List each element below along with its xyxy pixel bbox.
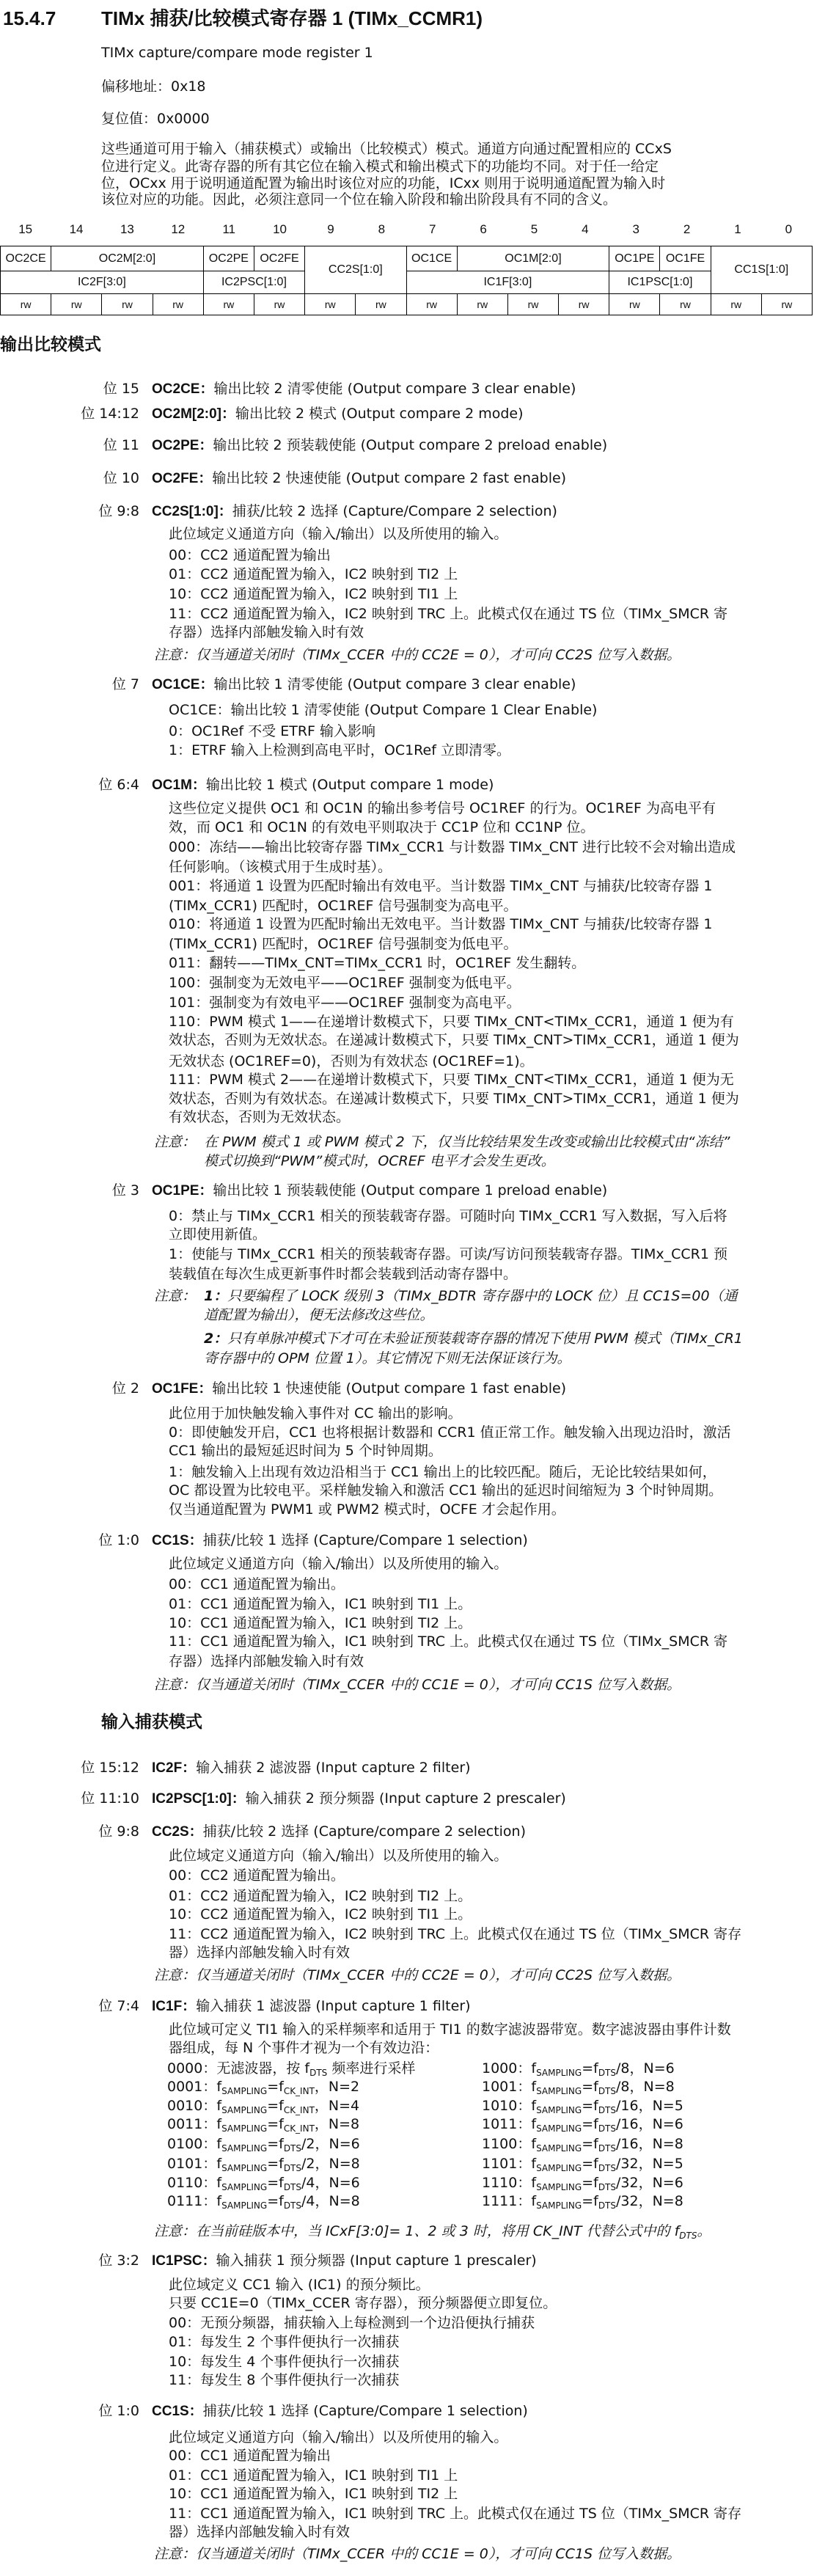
field-oc1fe: OC1FE (660, 246, 711, 271)
bit-field-cc1s (152, 2402, 528, 2421)
filter-option-0100: 0100：$f_{SAMPLING}=f_{DTS}/2$，N=6 (167, 2136, 360, 2154)
field-desc: 输出比较 1 模式 (Output compare 1 mode) (205, 777, 494, 793)
desc-line: 0：即使触发开启，CC1 也将根据计数器和 CCR1 值正常工作。触发输入出现边沿时，激活 (169, 1424, 731, 1441)
access-cell: rw (457, 294, 507, 315)
bit-field-ic1f (152, 1997, 471, 2016)
filter-option-0000: 0000：无滤波器，按 $f_{DTS}$ 频率进行采样 (167, 2060, 416, 2078)
field-desc: 输出比较 2 快速使能 (Output compare 2 fast enable) (212, 470, 567, 486)
field-name: IC2PSC[1:0]： (152, 1791, 246, 1807)
field-name: OC1M： (152, 777, 206, 793)
access-cell: rw (254, 294, 304, 315)
filter-option-0011: 0011：$f_{SAMPLING}=f_{CK\_INT}$，N=8 (167, 2116, 360, 2134)
desc-line: 10：CC2 通道配置为输入，IC2 映射到 TI1 上。 (169, 1906, 472, 1922)
field-desc: 输出比较 2 清零使能 (Output compare 3 clear enable) (213, 381, 576, 397)
note-line: 模式切换到“PWM”模式时，OCREF 电平才会发生更改。 (204, 1153, 555, 1169)
filter-option-0111: 0111：$f_{SAMPLING}=f_{DTS}/4$，N=8 (167, 2193, 360, 2211)
field-name: OC1FE： (152, 1381, 213, 1397)
field-desc: 输出比较 1 预装载使能 (Output compare 1 preload enable) (213, 1182, 608, 1199)
bit-number: 11 (222, 222, 236, 236)
field-name: OC2FE： (152, 471, 213, 486)
bit-position: 位 11 (103, 437, 139, 453)
intro-line: 该位对应的功能。因此，必须注意同一个位在输入阶段和输出阶段具有不同的含义。 (101, 191, 617, 208)
desc-line: CC1 输出的最短延迟时间为 5 个时钟周期。 (169, 1443, 442, 1459)
access-cell: rw (507, 294, 558, 315)
note-number: 2： (204, 1331, 228, 1347)
bit-field-oc1fe (152, 1380, 566, 1398)
bit-number: 1 (734, 222, 741, 236)
desc-line: 10：CC2 通道配置为输入，IC2 映射到 TI1 上 (169, 586, 458, 602)
bit-field-cc2s (152, 502, 557, 521)
bit-field-oc1pe (152, 1182, 607, 1200)
filter-option-1100: 1100：$f_{SAMPLING}=f_{DTS}/16$，N=8 (482, 2136, 683, 2154)
bit-number: 7 (428, 222, 436, 236)
access-cell: rw (559, 294, 609, 315)
desc-line: 此位域定义 CC1 输入 (IC1) 的预分频比。 (169, 2277, 430, 2293)
field-desc: 输入捕获 1 预分频器 (Input capture 1 prescaler) (216, 2253, 537, 2269)
filter-option-1000: 1000：$f_{SAMPLING}=f_{DTS}/8$，N=6 (482, 2060, 675, 2078)
desc-line: (TIMx_CCR1) 匹配时，OC1REF 信号强制变为低电平。 (169, 936, 518, 952)
desc-line: 装载值在每次生成更新事件时都会装载到活动寄存器中。 (169, 1266, 518, 1282)
bit-field-ic2psc (152, 1790, 566, 1808)
intro-line: 位进行定义。此寄存器的所有其它位在输入模式和输出模式下的功能均不同。对于任一给定 (101, 158, 659, 175)
bit-position: 位 3:2 (98, 2253, 139, 2269)
desc-line: 立即使用新值。 (169, 1226, 267, 1243)
desc-line: 效状态，否则为无效状态。在递减计数模式下，只要 TIMx_CNT>TIMx_CCR1，通道 1 便为 (169, 1032, 739, 1048)
note-label: 注意： (154, 1134, 197, 1150)
desc-line: 此位域可定义 TI1 输入的采样频率和适用于 TI1 的数字滤波器带宽。数字滤波器由事件计数 (169, 2021, 731, 2038)
desc-line: 此位域定义通道方向（输入/输出）以及所使用的输入。 (169, 2429, 508, 2445)
offset-address: 偏移地址：0x18 (101, 78, 206, 95)
filter-option-1110: 1110：$f_{SAMPLING}=f_{DTS}/32$，N=6 (482, 2175, 683, 2192)
filter-option-1001: 1001：$f_{SAMPLING}=f_{DTS}/8$，N=8 (482, 2079, 675, 2096)
desc-line: 这些位定义提供 OC1 和 OC1N 的输出参考信号 OC1REF 的行为。OC1REF 为高电平有 (169, 800, 716, 816)
bit-number: 15 (18, 222, 33, 236)
desc-line: 001：将通道 1 设置为匹配时输出有效电平。当计数器 TIMx_CNT 与捕获/比较寄存器 1 (169, 878, 713, 894)
desc-line: 00：CC1 通道配置为输出 (169, 2448, 331, 2464)
field-name: IC1F： (152, 1999, 197, 2014)
desc-line: 器）选择内部触发输入时有效 (169, 1944, 351, 1961)
bit-position: 位 9:8 (98, 503, 139, 519)
bit-number: 10 (273, 222, 287, 236)
desc-line: 11：CC2 通道配置为输入，IC2 映射到 TRC 上。此模式仅在通过 TS 位（TIMx_SMCR 寄 (169, 606, 728, 622)
intro-line: 位，OCxx 用于说明通道配置为输出时该位对应的功能，ICxx 则用于说明通道配置为输入时 (101, 175, 666, 191)
field-name: CC1S： (152, 1533, 203, 1548)
desc-line: 11：CC2 通道配置为输入，IC2 映射到 TRC 上。此模式仅在通过 TS 位（TIMx_SMCR 寄存 (169, 1926, 742, 1942)
bit-field-oc2fe (152, 469, 566, 488)
desc-line: 01：CC1 通道配置为输入，IC1 映射到 TI1 上。 (169, 1596, 472, 1612)
desc-line: 效，而 OC1 和 OC1N 的有效电平则取决于 CC1P 位和 CC1NP 位。 (169, 819, 595, 835)
field-oc2pe: OC2PE (203, 246, 254, 271)
field-ic1psc: IC1PSC[1:0] (609, 271, 711, 294)
desc-line: 01：CC1 通道配置为输入，IC1 映射到 TI1 上 (169, 2467, 458, 2484)
bit-position: 位 11:10 (81, 1790, 139, 1807)
bit-position: 位 7 (111, 676, 139, 692)
access-cell: rw (660, 294, 711, 315)
field-oc2m: OC2M[2:0] (51, 246, 204, 271)
desc-line: 11：CC1 通道配置为输入，IC1 映射到 TRC 上。此模式仅在通过 TS 位（TIMx_SMCR 寄 (169, 1633, 728, 1650)
field-desc: 输出比较 1 快速使能 (Output compare 1 fast enable) (212, 1380, 567, 1397)
filter-option-0101: 0101：$f_{SAMPLING}=f_{DTS}/2$，N=8 (167, 2156, 360, 2173)
bit-field-ic2f (152, 1759, 471, 1777)
bit-number-row (0, 221, 814, 238)
field-cc1s: CC1S[1:0] (711, 246, 812, 294)
filter-option-0001: 0001：$f_{SAMPLING}=f_{CK\_INT}$，N=2 (167, 2079, 360, 2096)
access-cell: rw (761, 294, 812, 315)
bit-position: 位 15 (103, 381, 139, 397)
field-ic2f: IC2F[3:0] (1, 271, 204, 294)
bit-field-oc2pe (152, 436, 607, 455)
bit-number: 8 (378, 222, 386, 236)
desc-line: 111：PWM 模式 2——在递增计数模式下，只要 TIMx_CNT<TIMx_CCR1，通道 1 便为无 (169, 1072, 734, 1088)
desc-line: 此位域定义通道方向（输入/输出）以及所使用的输入。 (169, 1556, 508, 1572)
desc-line: 00：CC2 通道配置为输出。 (169, 1867, 345, 1884)
desc-line: 100：强制变为无效电平——OC1REF 强制变为低电平。 (169, 975, 521, 991)
desc-line: 存器）选择内部触发输入时有效 (169, 1653, 364, 1669)
desc-line: 01：每发生 2 个事件便执行一次捕获 (169, 2334, 400, 2350)
note: 注意：仅当通道关闭时（TIMx_CCER 中的 CC2E = 0），才可向 CC2S 位写入数据。 (154, 647, 681, 663)
bit-position: 位 3 (111, 1182, 139, 1199)
bit-field-oc2m (152, 405, 524, 423)
desc-line: 此位用于加快触发输入事件对 CC 输出的影响。 (169, 1405, 462, 1421)
desc-line: 无效状态 (OC1REF=0)，否则为有效状态 (OC1REF=1)。 (169, 1053, 534, 1069)
field-name: OC2CE： (152, 381, 214, 397)
field-oc1ce: OC1CE (406, 246, 457, 271)
bit-field-oc1m (152, 776, 494, 794)
note-line (204, 1330, 743, 1347)
section-heading-input-capture: 输入捕获模式 (101, 1713, 202, 1732)
input-field-row (1, 271, 813, 294)
bit-number: 13 (120, 222, 134, 236)
bit-number: 5 (530, 222, 538, 236)
field-desc: 捕获/比较 2 选择 (Capture/compare 2 selection) (202, 1823, 526, 1840)
access-cell: rw (153, 294, 203, 315)
bit-number: 6 (480, 222, 487, 236)
bit-number: 2 (683, 222, 691, 236)
desc-line: 11：每发生 8 个事件便执行一次捕获 (169, 2372, 400, 2388)
bit-number: 3 (632, 222, 639, 236)
access-row (1, 294, 813, 315)
output-field-row (1, 246, 813, 271)
bit-position: 位 14:12 (81, 406, 139, 422)
bit-field-ic1psc (152, 2252, 537, 2270)
intro-line: 这些通道可用于输入（捕获模式）或输出（比较模式）模式。通道方向通过配置相应的 CCxS (101, 141, 672, 157)
note-line (204, 1287, 738, 1305)
field-name: OC2M[2:0]： (152, 406, 236, 422)
bit-field-oc2ce (152, 380, 576, 398)
desc-line: 10：CC1 通道配置为输入，IC1 映射到 TI2 上 (169, 2486, 458, 2502)
bit-position: 位 1:0 (98, 1532, 139, 1548)
desc-line: 1：使能与 TIMx_CCR1 相关的预装载寄存器。可读/写访问预装载寄存器。TIMx_CCR1 预 (169, 1246, 727, 1262)
note-number: 1： (204, 1288, 228, 1304)
field-desc: 输出比较 2 模式 (Output compare 2 mode) (235, 406, 524, 422)
register-subtitle: TIMx capture/compare mode register 1 (101, 45, 373, 61)
bit-number: 4 (582, 222, 589, 236)
field-oc2fe: OC2FE (254, 246, 304, 271)
bit-position: 位 2 (111, 1380, 139, 1397)
access-cell: rw (406, 294, 457, 315)
filter-option-0010: 0010：$f_{SAMPLING}=f_{CK\_INT}$，N=4 (167, 2098, 360, 2115)
filter-option-1010: 1010：$f_{SAMPLING}=f_{DTS}/16$，N=5 (482, 2098, 683, 2115)
desc-line: 10：每发生 4 个事件便执行一次捕获 (169, 2354, 400, 2370)
note: 注意：仅当通道关闭时（TIMx_CCER 中的 CC1E = 0），才可向 CC1S 位写入数据。 (154, 1677, 681, 1693)
desc-line: 器组成，每 N 个事件才视为一个有效边沿： (169, 2040, 439, 2056)
note-text: 只有单脉冲模式下才可在未验证预装载寄存器的情况下使用 PWM 模式（TIMx_CR1 (227, 1331, 743, 1347)
section-number: 15.4.7 (3, 7, 56, 29)
desc-line: 010：将通道 1 设置为匹配时输出无效电平。当计数器 TIMx_CNT 与捕获/比较寄存器 1 (169, 916, 713, 932)
desc-line: 只要 CC1E=0（TIMx_CCER 寄存器），预分频器便立即复位。 (169, 2295, 557, 2311)
note: 注意：仅当通道关闭时（TIMx_CCER 中的 CC2E = 0），才可向 CC2S 位写入数据。 (154, 1967, 681, 1983)
bit-number: 9 (327, 222, 334, 236)
bit-number: 0 (785, 222, 793, 236)
bit-position: 位 9:8 (98, 1823, 139, 1840)
access-cell: rw (305, 294, 356, 315)
desc-line: 10：CC1 通道配置为输入，IC1 映射到 TI2 上。 (169, 1615, 472, 1631)
desc-line: 01：CC2 通道配置为输入，IC2 映射到 TI2 上 (169, 566, 458, 582)
bit-field-cc2s (152, 1823, 526, 1841)
field-oc1m: OC1M[2:0] (457, 246, 609, 271)
field-name: OC2PE： (152, 438, 213, 453)
field-name: IC2F： (152, 1760, 197, 1776)
field-desc: 捕获/比较 1 选择 (Capture/Compare 1 selection) (202, 2403, 528, 2419)
field-oc1pe: OC1PE (609, 246, 660, 271)
bit-number: 14 (69, 222, 84, 236)
desc-line: 0：禁止与 TIMx_CCR1 相关的预装载寄存器。可随时向 TIMx_CCR1 写入数据，写入后将 (169, 1208, 727, 1224)
filter-option-1011: 1011：$f_{SAMPLING}=f_{DTS}/16$，N=6 (482, 2116, 683, 2134)
desc-line: 仅当通道配置为 PWM1 或 PWM2 模式时，OCFE 才会起作用。 (169, 1501, 565, 1518)
field-name: OC1PE： (152, 1183, 213, 1199)
field-desc: 输出比较 2 预装载使能 (Output compare 2 preload enable) (213, 437, 608, 453)
access-cell: rw (102, 294, 153, 315)
note-label: 注意： (154, 1288, 197, 1304)
reset-value: 复位值：0x0000 (101, 111, 210, 127)
filter-option-1101: 1101：$f_{SAMPLING}=f_{DTS}/32$，N=5 (482, 2156, 683, 2173)
bit-position: 位 6:4 (98, 777, 139, 793)
note-line: 寄存器中的 OPM 位置 1）。其它情况下则无法保证该行为。 (204, 1350, 571, 1366)
field-oc2ce: OC2CE (1, 246, 51, 271)
field-name: CC1S： (152, 2404, 203, 2419)
desc-line: 110：PWM 模式 1——在递增计数模式下，只要 TIMx_CNT<TIMx_CCR1，通道 1 便为有 (169, 1014, 734, 1030)
desc-line: 效状态，否则为有效状态。在递减计数模式下，只要 TIMx_CNT>TIMx_CCR1，通道 1 便为 (169, 1091, 739, 1107)
field-name: OC1CE： (152, 677, 214, 692)
bit-position: 位 10 (103, 470, 139, 486)
desc-line: 11：CC1 通道配置为输入，IC1 映射到 TRC 上。此模式仅在通过 TS 位（TIMx_SMCR 寄存 (169, 2506, 742, 2522)
access-cell: rw (609, 294, 660, 315)
desc-line: 有效状态，否则为无效状态。 (169, 1109, 351, 1125)
desc-line: 00：无预分频器，捕获输入上每检测到一个边沿便执行捕获 (169, 2315, 535, 2331)
filter-option-0110: 0110：$f_{SAMPLING}=f_{DTS}/4$，N=6 (167, 2175, 360, 2192)
field-ic1f: IC1F[3:0] (406, 271, 609, 294)
desc-line: 000：冻结——输出比较寄存器 TIMx_CCR1 与计数器 TIMx_CNT 进行比较不会对输出造成 (169, 839, 736, 855)
field-desc: 输入捕获 1 滤波器 (Input capture 1 filter) (196, 1998, 471, 2014)
field-desc: 输入捕获 2 预分频器 (Input capture 2 prescaler) (245, 1790, 566, 1807)
access-cell: rw (51, 294, 102, 315)
desc-line: 此位域定义通道方向（输入/输出）以及所使用的输入。 (169, 526, 508, 542)
bit-number: 12 (171, 222, 186, 236)
desc-line: 01：CC2 通道配置为输入，IC2 映射到 TI2 上。 (169, 1888, 472, 1904)
page-title: TIMx 捕获/比较模式寄存器 1 (TIMx_CCMR1) (101, 7, 483, 29)
field-desc: 捕获/比较 2 选择 (Capture/Compare 2 selection) (232, 503, 557, 519)
field-cc2s: CC2S[1:0] (305, 246, 406, 294)
bit-position: 位 15:12 (81, 1760, 139, 1776)
desc-line: 存器）选择内部触发输入时有效 (169, 624, 364, 640)
bit-field-oc1ce (152, 676, 576, 694)
field-desc: 输出比较 1 清零使能 (Output compare 3 clear enable) (213, 676, 576, 692)
desc-line: 此位域定义通道方向（输入/输出）以及所使用的输入。 (169, 1848, 508, 1864)
access-cell: rw (1, 294, 51, 315)
desc-line: (TIMx_CCR1) 匹配时，OC1REF 信号强制变为高电平。 (169, 898, 518, 914)
desc-line: OC 都设置为比较电平。采样触发输入和激活 CC1 输出的延迟时间缩短为 3 个时钟周期。 (169, 1482, 723, 1499)
field-desc: 捕获/比较 1 选择 (Capture/Compare 1 selection) (202, 1532, 528, 1548)
desc-line: 1：ETRF 输入上检测到高电平时，OC1Ref 立即清零。 (169, 742, 510, 758)
access-cell: rw (203, 294, 254, 315)
field-desc: 输入捕获 2 滤波器 (Input capture 2 filter) (196, 1760, 471, 1776)
desc-line: 101：强制变为有效电平——OC1REF 强制变为高电平。 (169, 995, 521, 1011)
section-heading-output-compare: 输出比较模式 (0, 335, 101, 354)
desc-line: OC1CE：输出比较 1 清零使能 (Output Compare 1 Clear Enable) (169, 702, 598, 718)
access-cell: rw (711, 294, 761, 315)
bit-field-cc1s (152, 1532, 528, 1550)
filter-option-1111: 1111：$f_{SAMPLING}=f_{DTS}/32$，N=8 (482, 2193, 683, 2211)
note-line: 道配置为输出），便无法修改这些位。 (204, 1307, 434, 1323)
desc-line: 1：触发输入上出现有效边沿相当于 CC1 输出上的比较匹配。随后，无论比较结果如何， (169, 1464, 716, 1480)
desc-line: 任何影响。（该模式用于生成时基）。 (169, 859, 392, 875)
field-name: CC2S[1:0]： (152, 504, 232, 519)
desc-line: 00：CC2 通道配置为输出 (169, 547, 331, 563)
bit-position: 位 1:0 (98, 2403, 139, 2419)
note-text: 只要编程了 LOCK 级别 3（TIMx_BDTR 寄存器中的 LOCK 位）且 CC1S=00（通 (227, 1288, 738, 1304)
desc-line: 器）选择内部触发输入时有效 (169, 2524, 351, 2540)
field-name: IC1PSC： (152, 2253, 216, 2269)
note: 注意：仅当通道关闭时（TIMx_CCER 中的 CC1E = 0），才可向 CC1S 位写入数据。 (154, 2546, 681, 2562)
bit-position: 位 7:4 (98, 1998, 139, 2014)
desc-line: 0：OC1Ref 不受 ETRF 输入影响 (169, 723, 375, 739)
note: 注意：在当前硅版本中，当 ICxF[3:0]= 1、2 或 3 时，将用 CK_INT 代替公式中的 $f_{DTS}$。 (154, 2223, 711, 2241)
field-ic2psc: IC2PSC[1:0] (203, 271, 304, 294)
desc-line: 011：翻转——TIMx_CNT=TIMx_CCR1 时，OC1REF 发生翻转。 (169, 955, 586, 971)
access-cell: rw (356, 294, 406, 315)
field-name: CC2S： (152, 1824, 203, 1840)
desc-line: 00：CC1 通道配置为输出。 (169, 1576, 345, 1592)
note-line: 在 PWM 模式 1 或 PWM 模式 2 下，仅当比较结果发生改变或输出比较模式由“冻结” (204, 1134, 730, 1150)
register-bit-table (0, 246, 813, 315)
